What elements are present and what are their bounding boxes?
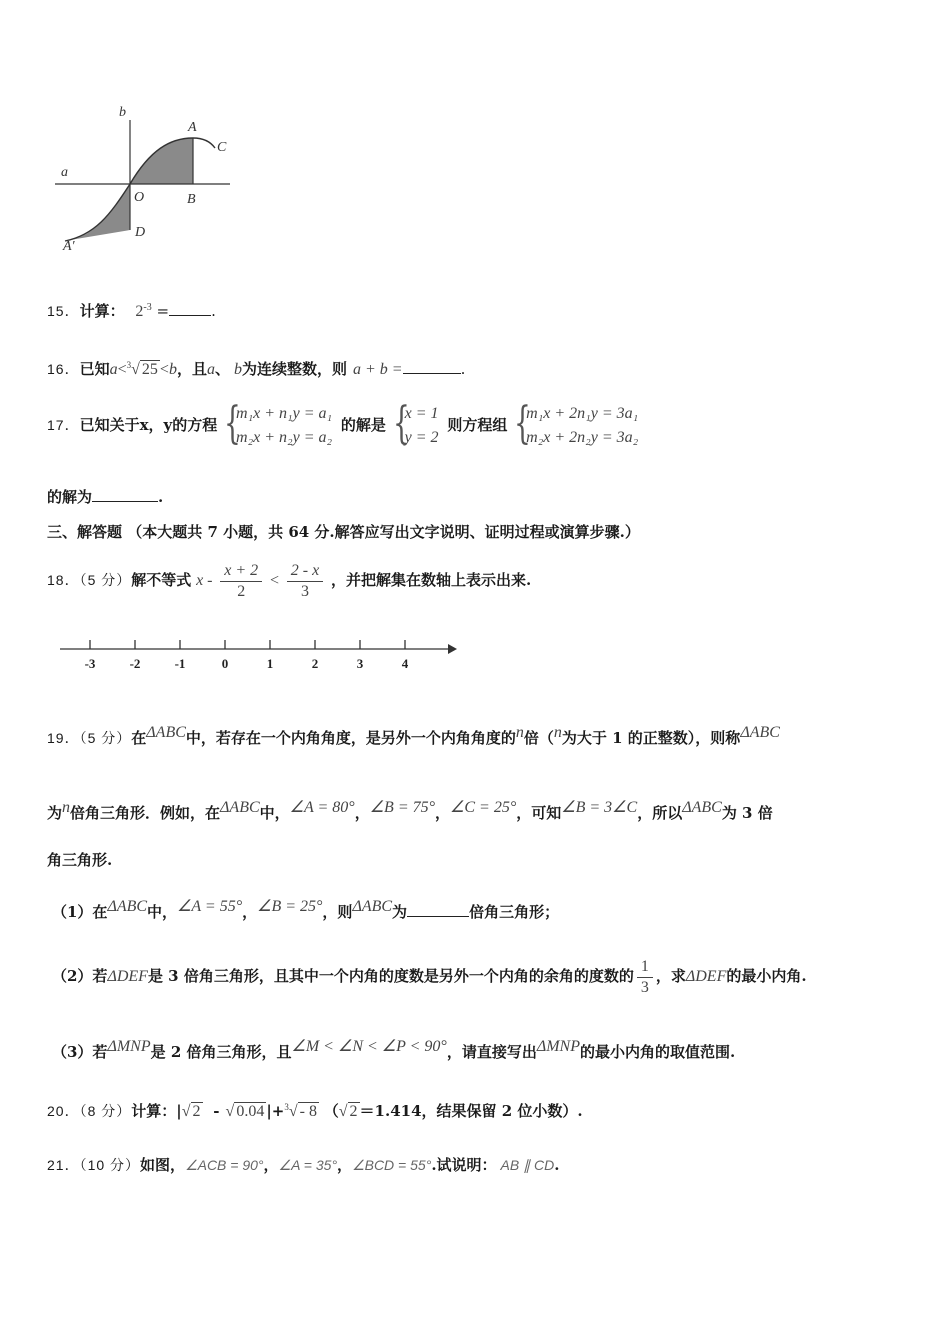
q19-p3-mnp-2: ΔMNP [536,1038,580,1055]
q17-sol-y: y = 2 [404,429,439,446]
q19-p3-b: ，请直接写出 [446,1043,537,1061]
q20-bar-plus: |+ [266,1102,285,1120]
label-A: A [188,120,197,135]
q15-equals: = [156,302,170,320]
q19-relation: ∠B = 3∠C [561,799,638,816]
q18-score: （5 分） [79,572,132,588]
q19-p1-b: ，则 [322,903,353,921]
tick-label: 2 [311,656,319,671]
section-3-header: 三、解答题 （本大题共 7 小题，共 64 分.解答应写出文字说明、证明过程或演算步骤.） [47,523,640,541]
q16-post: 为连续整数，则 [241,360,347,378]
tick-label: 1 [266,656,274,671]
q20-minus: - [213,1102,220,1120]
q16-radicand: 25 [141,361,158,378]
q20-sqrt-sign-4: √ [338,1103,348,1120]
q18-fraction-1 [220,561,262,602]
q15-text: 计算： [79,302,125,320]
question-21 [47,1154,559,1176]
q17-post: 则方程组 [447,416,508,434]
q19-angle-a: ∠A = 80° [289,799,355,816]
q19-part-2 [52,954,807,999]
q19-l2-c: ，可知 [516,804,562,822]
q15-base: 2 [135,303,144,320]
q20-radicand-2: 2 [192,1103,201,1120]
q19-p1-a: 中， [147,903,178,921]
q17-mid: 的解是 [340,416,386,434]
q18-frac1-denominator: 2 [237,582,246,600]
shaded-region-left [70,184,130,240]
label-B: B [187,192,196,207]
q18-post: ，并把解集在数轴上表示出来. [331,571,532,589]
tick-label: -3 [84,656,96,671]
q19-n-3: n [62,799,71,816]
q16-answer-blank[interactable] [403,359,461,374]
q19-p1-angle-a: ∠A = 55° [177,898,243,915]
q19-p2-a: 是 3 倍角三角形，且其中一个内角的度数是另外一个内角的余角的度数的 [147,967,634,985]
q17-solution: { x = 1 y = 2 [392,398,439,449]
q19-p2-b: ，求 [655,967,686,985]
question-number: 16． [47,361,80,377]
q19-l2-a: 倍角三角形．例如，在 [70,804,221,822]
question-number: 17． [47,417,80,433]
label-D: D [135,225,146,240]
q20-radicand-2b: 2 [349,1103,358,1120]
q21-score: （10 分） [79,1157,141,1173]
q19-p2-frac-den: 3 [640,978,649,996]
q17-line2-text: 的解为 [47,488,93,506]
q20-cube-index: 3 [284,1102,289,1112]
q19-p1-pre: （1）在 [52,903,108,921]
q19-angle-c: ∠C = 25° [450,799,517,816]
question-17 [47,398,642,450]
q16-sqrt-sign: √ [131,361,140,378]
q16-mid: ，且 [176,360,207,378]
arrow-right-icon [448,644,457,654]
q19-comma-2: ， [435,804,451,822]
q16-expr: a + b = [352,361,403,378]
tick-label: 0 [221,656,229,671]
q19-l2-pre: 为 [47,804,63,822]
q20-post: ＝1.414，结果保留 2 位小数）. [359,1102,583,1120]
q19-l2-b: 中， [259,804,290,822]
q19-p1-c: 为 [392,903,408,921]
q19-t3: 为大于 1 的正整数），则称 [561,729,741,747]
label-b: b [119,105,126,120]
q19-p3-ineq: ∠M < ∠N < ∠P < 90° [291,1038,447,1055]
q19-tri-3: ΔABC [220,799,260,816]
q21-angle-bcd: ∠BCD = 55° [352,1157,432,1173]
label-a: a [61,165,68,180]
q21-end: . [554,1156,560,1174]
question-19 [47,722,780,749]
q18-frac2-denominator: 3 [301,582,309,600]
q20-radicand-004: 0.04 [236,1103,265,1120]
q19-part-1 [52,896,559,923]
q19-l2-e: 为 3 倍 [721,804,773,822]
q19-tri-4: ΔABC [682,799,722,816]
q15-answer-blank[interactable] [169,301,211,316]
q18-lt: < [269,572,279,589]
question-15 [47,297,216,323]
q19-p2-pre: （2）若 [52,967,108,985]
q19-p3-a: 是 2 倍角三角形，且 [150,1043,292,1061]
q19-score: （5 分） [79,730,132,746]
q19-p3-c: 的最小内角的取值范围. [580,1043,736,1061]
q19-tri-2: ΔABC [740,724,780,741]
q16-sep: 、 [214,360,230,378]
q18-pre: 解不等式 [131,571,192,589]
q20-score: （8 分） [79,1103,132,1119]
q15-exponent: -3 [143,302,152,313]
q17-sol-x: x = 1 [404,405,439,422]
q19-p1-comma: ， [242,903,258,921]
q19-part-3 [52,1036,735,1063]
question-number: 18． [47,572,80,588]
q16-b: b [168,361,177,378]
q20-sqrt-sign-2: √ [225,1103,235,1120]
question-number: 15． [47,303,80,319]
q18-frac2-numerator: 2 - x [287,561,323,582]
q21-pre: 如图， [140,1156,186,1174]
q19-in: 在 [131,729,147,747]
label-O: O [134,190,145,205]
q19-comma-1: ， [354,804,370,822]
q17-line2 [47,486,163,508]
q21-angle-a: ∠A = 35° [278,1157,338,1173]
q19-line2 [47,797,773,824]
q17-system-1: { m₁x + n₁y = a₁ m₂x + n₂y = a₂ [224,398,333,449]
q19-p1-d: 倍角三角形； [469,903,560,921]
q18-x: x - [196,572,213,589]
function-figure [55,100,245,260]
q19-p1-tri: ΔABC [107,898,148,915]
q15-end: . [211,302,216,320]
tick-label: -1 [174,656,186,671]
q17-sys2-row1: m₁x + 2n₁y = 3a₁ [526,405,639,422]
q20-pre: 计算：| [131,1102,182,1120]
question-18 [47,558,531,603]
q19-p2-c: 的最小内角. [726,967,807,985]
q20-paren: （ [323,1102,339,1120]
q17-system-2: { m₁x + 2n₁y = 3a₁ m₂x + 2n₂y = 3a₂ [514,398,639,449]
q19-p2-fraction [637,957,653,998]
q21-angle-acb: ∠ACB = 90° [185,1157,264,1173]
q20-sqrt-sign-3: √ [288,1103,298,1120]
q17-sys1-row2: m₂x + n₂y = a₂ [236,429,333,446]
number-line [55,632,465,676]
q16-root-index: 3 [126,360,132,370]
q16-var-b: b [233,361,242,378]
q21-parallel: AB ∥ CD [500,1157,555,1173]
q17-end: . [158,488,164,506]
q16-var-a: a [206,361,215,378]
label-A-prime: A′ [63,239,75,254]
q21-comma-1: ， [263,1156,279,1174]
q19-t2: 倍（ [523,729,554,747]
q19-tri-1: ΔABC [146,724,186,741]
q19-p1-angle-b: ∠B = 25° [257,898,323,915]
label-C: C [217,140,227,155]
question-number: 21． [47,1157,80,1173]
q19-p3-mnp: ΔMNP [107,1038,151,1055]
q21-post: .试说明： [431,1156,497,1174]
question-20 [47,1096,583,1123]
q16-lt1: < [117,361,127,378]
q19-p3-pre: （3）若 [52,1043,108,1061]
q21-comma-2: ， [337,1156,353,1174]
q16-end: . [460,360,466,378]
q17-answer-blank[interactable] [92,487,158,502]
q17-pre: 已知关于x，y的方程 [79,416,218,434]
q20-cube-radicand: - 8 [299,1103,317,1120]
q19-angle-b: ∠B = 75° [369,799,436,816]
q16-a: a [109,361,118,378]
q19-t1: 中，若存在一个内角角度，是另外一个内角角度的 [185,729,516,747]
q19-n-1: n [515,724,524,741]
q17-sys2-row2: m₂x + 2n₂y = 3a₂ [526,429,639,446]
q18-fraction-2 [287,561,323,602]
q16-pre: 已知 [79,360,110,378]
tick-label: -2 [129,656,141,671]
q19-p2-def: ΔDEF [107,968,148,985]
q19-n-2: n [553,724,562,741]
q19-l2-d: ，所以 [637,804,683,822]
tick-label: 4 [401,656,409,671]
question-16 [47,354,465,381]
q17-sys1-row1: m₁x + n₁y = a₁ [236,405,333,422]
q19-line3: 角三角形. [47,851,113,869]
q19-p1-tri-2: ΔABC [352,898,393,915]
q19-p2-frac-num: 1 [637,957,653,978]
q19-p2-def-2: ΔDEF [685,968,727,985]
question-number: 20． [47,1103,80,1119]
tick-label: 3 [356,656,364,671]
q18-frac1-numerator: x + 2 [220,561,262,582]
question-number: 19． [47,730,80,746]
q19-p1-answer-blank[interactable] [407,902,469,917]
shaded-region-right [130,138,193,184]
q20-sqrt-sign: √ [181,1103,191,1120]
q16-lt2: < [159,361,169,378]
